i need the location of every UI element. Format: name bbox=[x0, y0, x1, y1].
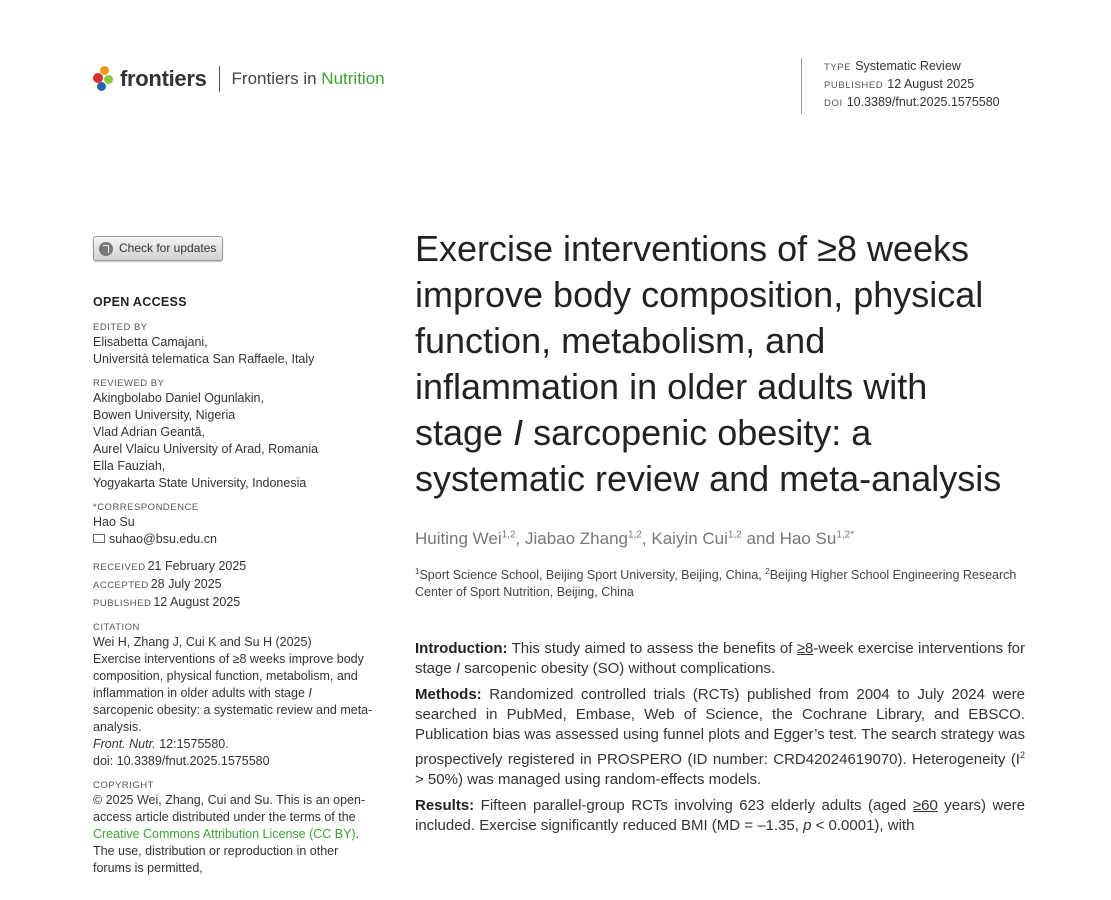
correspondence-label: *CORRESPONDENCE bbox=[93, 502, 199, 513]
correspondence-email-row[interactable] bbox=[93, 531, 373, 548]
author-list: Huiting Wei$^{1,2}$, Jiabao Zhang$^{1,2}$, Kaiyin Cui$^{1,2}$ and Hao $Su^{1,2*}$ bbox=[415, 529, 855, 548]
meta-doi: DOI 10.3389/fnut.2025.1575580 bbox=[824, 95, 1000, 109]
published-date: PUBLISHED 12 August 2025 bbox=[93, 595, 241, 609]
author[interactable]: Hao $Su^{1,2*}$ bbox=[779, 529, 855, 548]
logo-divider bbox=[219, 66, 220, 92]
check-for-updates-button[interactable]: Check for updates bbox=[93, 236, 223, 261]
abstract-introduction: Introduction: This study aimed to assess the benefits of ≥8-week exercise interventions for stage I sarcopenic obesity (SO) without complications. bbox=[415, 640, 1025, 678]
correspondence-name: Hao Su bbox=[93, 515, 135, 529]
reviewer-line: Yogyakarta State University, Indonesia bbox=[93, 476, 307, 490]
reviewer-line: Bowen University, Nigeria bbox=[93, 408, 236, 422]
author[interactable]: Kaiyin Cui$^{1,2}$ bbox=[651, 529, 742, 548]
brand-name: frontiers bbox=[120, 66, 207, 91]
update-icon bbox=[99, 242, 113, 256]
reviewer-line: Aurel Vlaicu University of Arad, Romania bbox=[93, 442, 319, 456]
reviewed-by-label: REVIEWED BY bbox=[93, 378, 165, 389]
accepted-date: ACCEPTED 28 July 2025 bbox=[93, 577, 222, 591]
cc-license-link[interactable]: Creative Commons Attribution License (CC BY) bbox=[93, 827, 356, 841]
reviewer-line: Ella Fauziah, bbox=[93, 459, 166, 473]
editor-name: Elisabetta Camajani, bbox=[93, 335, 208, 349]
received-date: RECEIVED 21 February 2025 bbox=[93, 559, 247, 573]
author[interactable]: Jiabao Zhang$^{1,2}$ bbox=[524, 529, 642, 548]
frontiers-logo[interactable] bbox=[93, 66, 385, 92]
meta-type: TYPE Systematic Review bbox=[824, 59, 961, 73]
correspondence-email[interactable]: suhao@bsu.edu.cn bbox=[109, 532, 217, 546]
reviewer-line: Akingbolabo Daniel Ogunlakin, bbox=[93, 391, 264, 405]
meta-published: PUBLISHED 12 August 2025 bbox=[824, 77, 975, 91]
sidebar bbox=[93, 236, 373, 877]
affiliations: $^1$Sport Science School, Beijing Sport University, Beijing, China, $^2$Beijing Higher School Engineering Research Center of Sport Nutrition, Beijing, China bbox=[415, 567, 1017, 600]
copyright-text: © 2025 Wei, Zhang, Cui and Su. This is an open-access article distributed under the terms of the Creative Commons Attribution License (CC BY). The use, distribution or reproduction in other forums is permitted, bbox=[93, 793, 366, 875]
dates-block bbox=[93, 558, 373, 612]
abstract-methods: Methods: Randomized controlled trials (RCTs) published from 2004 to July 2024 were searched in PubMed, Embase, Web of Science, the Cochrane Library, and EBSCO. Publication bias was assessed using funnel plots and Egger’s test. The search strategy was prospectively registered in PROSPERO (ID number: CRD42024619070). Heterogeneity $(I^2 > 50\%)$ was managed using random-effects models. bbox=[415, 686, 1025, 789]
journal-name: Frontiers in Nutrition bbox=[231, 69, 385, 88]
editor-affiliation: Università telematica San Raffaele, Italy bbox=[93, 352, 315, 366]
abstract bbox=[415, 639, 1025, 836]
reviewer-line: Vlad Adrian Geantă, bbox=[93, 425, 205, 439]
article-meta bbox=[801, 58, 1000, 114]
abstract-results: Results: Fifteen parallel-group RCTs involving 623 elderly adults (aged ≥60 years) were included. Exercise significantly reduced BMI (MD = –1.35, p < 0.0001), with bbox=[415, 797, 1025, 835]
copyright-label: COPYRIGHT bbox=[93, 780, 154, 791]
article-title: Exercise interventions of ≥8 weeks improve body composition, physical function, metabolism, and inflammation in older adults with stage I sarcopenic obesity: a systematic review and meta-analysis bbox=[415, 228, 1002, 499]
mail-icon bbox=[93, 534, 105, 543]
citation-label: CITATION bbox=[93, 622, 140, 633]
frontiers-logo-icon bbox=[93, 66, 115, 92]
edited-by-label: EDITED BY bbox=[93, 322, 148, 333]
article-main bbox=[415, 226, 1025, 842]
author[interactable]: Huiting Wei$^{1,2}$ bbox=[415, 529, 516, 548]
open-access-label: OPEN ACCESS bbox=[93, 295, 187, 309]
citation-text: Wei H, Zhang J, Cui K and Su H (2025) Exercise interventions of ≥8 weeks improve body composition, physical function, metabolism, and inflammation in older adults with stage I sarcopenic obesity: a systematic review and meta-analysis. Front. Nutr. 12:1575580. doi: 10.3389/fnut.2025.1575580 bbox=[93, 635, 373, 768]
